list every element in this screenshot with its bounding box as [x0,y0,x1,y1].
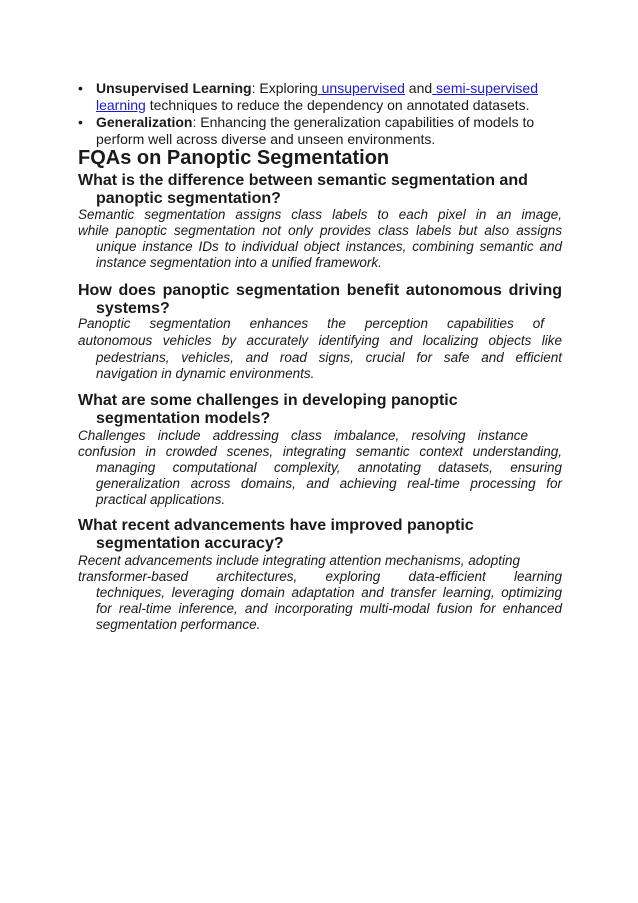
faq-answer-line: managing computational complexity, annotating datasets, ensuring [96,460,562,475]
faq-question: systems? [96,300,170,317]
faq-question: segmentation accuracy? [96,535,284,552]
bullet-unsupervised-line2 [96,97,530,113]
bullet-text: and [404,80,433,96]
bullet-term: Unsupervised Learning [96,80,252,96]
faq-answer-line: transformer-based architectures, exploring data-efficient learning [78,569,562,584]
bullet-dot: • [78,80,83,96]
faq-answer-line: segmentation performance. [96,617,261,632]
bullet-unsupervised-line1 [96,80,538,96]
faq-answer-line: techniques, leveraging domain adaptation and transfer learning, optimizing [96,585,562,600]
faq-question: What is the difference between semantic segmentation and [78,172,528,189]
faq-answer-line: instance segmentation into a unified framework. [96,255,382,270]
faq-answer-line: confusion in crowded scenes, integrating semantic context understanding, [78,444,562,459]
faq-answer-line: unique instance IDs to individual object instances, combining semantic and [96,239,562,254]
faq-answer-line: Challenges include addressing class imbalance, resolving instance [78,428,528,443]
bullet-text: : Exploring [251,80,318,96]
faq-answer-line: while panoptic segmentation not only provides class labels but also assigns [78,223,562,238]
faq-answer-line: autonomous vehicles by accurately identifying and localizing objects like [78,333,562,348]
faq-answer-line: generalization across domains, and achieving real-time processing for [96,476,562,491]
unsupervised-link[interactable]: unsupervised [317,80,405,96]
bullet-text: techniques to reduce the dependency on annotated datasets. [145,97,530,113]
learning-link[interactable]: learning [96,97,146,113]
bullet-generalization-line1 [96,114,534,130]
bullet-term: Generalization [96,114,193,130]
semi-supervised-link[interactable]: semi-supervised [432,80,538,96]
faq-question: segmentation models? [96,410,271,427]
bullet-text: : Enhancing the generalization capabilities of models to [192,114,535,130]
faq-answer-line: navigation in dynamic environments. [96,366,315,381]
faq-answer-line: for real-time inference, and incorporating multi-modal fusion for enhanced [96,601,562,616]
faq-answer-line: practical applications. [96,492,226,507]
faq-answer-line: Panoptic segmentation enhances the perception capabilities of [78,316,544,331]
faq-answer-line: Semantic segmentation assigns class labels to each pixel in an image, [78,207,562,222]
faq-question: How does panoptic segmentation benefit autonomous driving [78,282,562,299]
faq-question: What are some challenges in developing panoptic [78,392,458,409]
faq-question: panoptic segmentation? [96,190,281,207]
section-title: FQAs on Panoptic Segmentation [78,147,390,169]
faq-answer-line: Recent advancements include integrating attention mechanisms, adopting [78,553,521,568]
faq-answer-line: pedestrians, vehicles, and road signs, crucial for safe and efficient [96,350,562,365]
bullet-generalization-line2: perform well across diverse and unseen environments. [96,131,436,147]
faq-question: What recent advancements have improved panoptic [78,517,474,534]
bullet-dot: • [78,114,83,130]
